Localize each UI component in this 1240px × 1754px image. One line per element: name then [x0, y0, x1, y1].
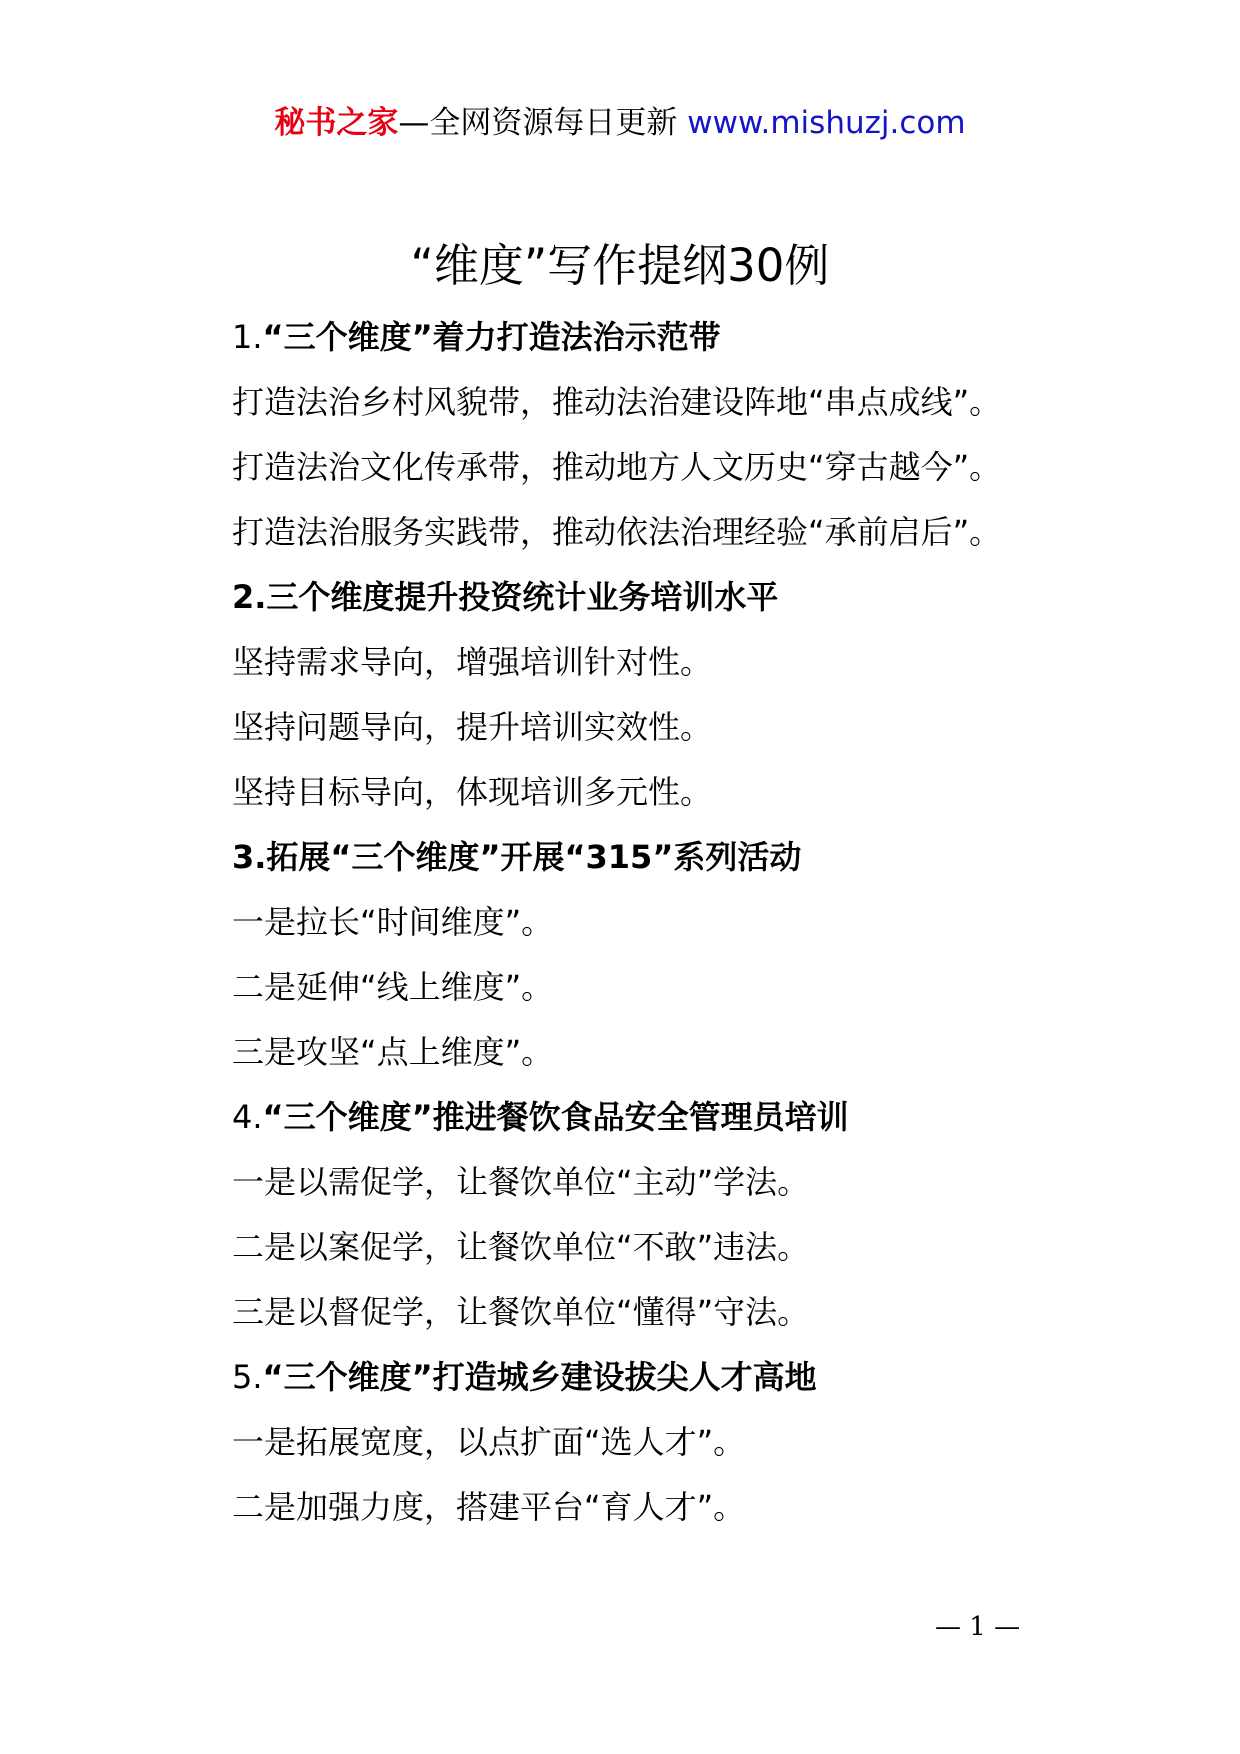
document-title: “维度”写作提纲30例 [410, 239, 830, 292]
section-number: 3. [232, 838, 267, 876]
section-number: 4. [232, 1098, 263, 1136]
site-url-link[interactable]: www.mishuzj.com [687, 105, 966, 141]
section-heading-text: “三个维度”打造城乡建设拔尖人才高地 [262, 1358, 817, 1396]
list-item: 二是加强力度，搭建平台“育人才”。 [232, 1488, 746, 1526]
section-number: 5. [232, 1358, 263, 1396]
section-heading-text: “三个维度”推进餐饮食品安全管理员培训 [262, 1098, 849, 1136]
site-header [0, 100, 1240, 146]
list-item: 一是以需促学，让餐饮单位“主动”学法。 [232, 1163, 810, 1201]
list-item: 二是以案促学，让餐饮单位“不敢”违法。 [232, 1228, 810, 1266]
list-item: 一是拓展宽度，以点扩面“选人才”。 [232, 1423, 746, 1461]
brand-name: 秘书之家 [274, 105, 399, 141]
list-item: 二是延伸“线上维度”。 [232, 968, 554, 1006]
list-item: 坚持需求导向，增强培训针对性。 [232, 643, 713, 681]
section-heading-text: 拓展“三个维度”开展“315”系列活动 [266, 838, 802, 876]
section-heading [232, 1345, 1092, 1410]
list-item: 三是攻坚“点上维度”。 [232, 1033, 554, 1071]
list-item: 三是以督促学，让餐饮单位“懂得”守法。 [232, 1293, 810, 1331]
header-tagline: —全网资源每日更新 [398, 105, 678, 141]
section-heading-text: “三个维度”着力打造法治示范带 [262, 318, 721, 356]
section-number: 2. [232, 578, 267, 616]
list-item: 坚持问题导向，提升培训实效性。 [232, 708, 713, 746]
page-number: — 1 — [935, 1612, 1021, 1642]
section-heading [232, 825, 1092, 890]
document-body [232, 305, 1092, 1540]
section-heading [232, 1085, 1092, 1150]
section-heading-text: 三个维度提升投资统计业务培训水平 [266, 578, 779, 616]
list-item: 一是拉长“时间维度”。 [232, 903, 554, 941]
section-heading [232, 565, 1092, 630]
list-item: 打造法治服务实践带，推动依法治理经验“承前启后”。 [232, 513, 1002, 551]
section-number: 1. [232, 318, 263, 356]
list-item: 打造法治乡村风貌带，推动法治建设阵地“串点成线”。 [232, 383, 1002, 421]
list-item: 打造法治文化传承带，推动地方人文历史“穿古越今”。 [232, 448, 1002, 486]
list-item: 坚持目标导向，体现培训多元性。 [232, 773, 713, 811]
section-heading [232, 305, 1092, 370]
